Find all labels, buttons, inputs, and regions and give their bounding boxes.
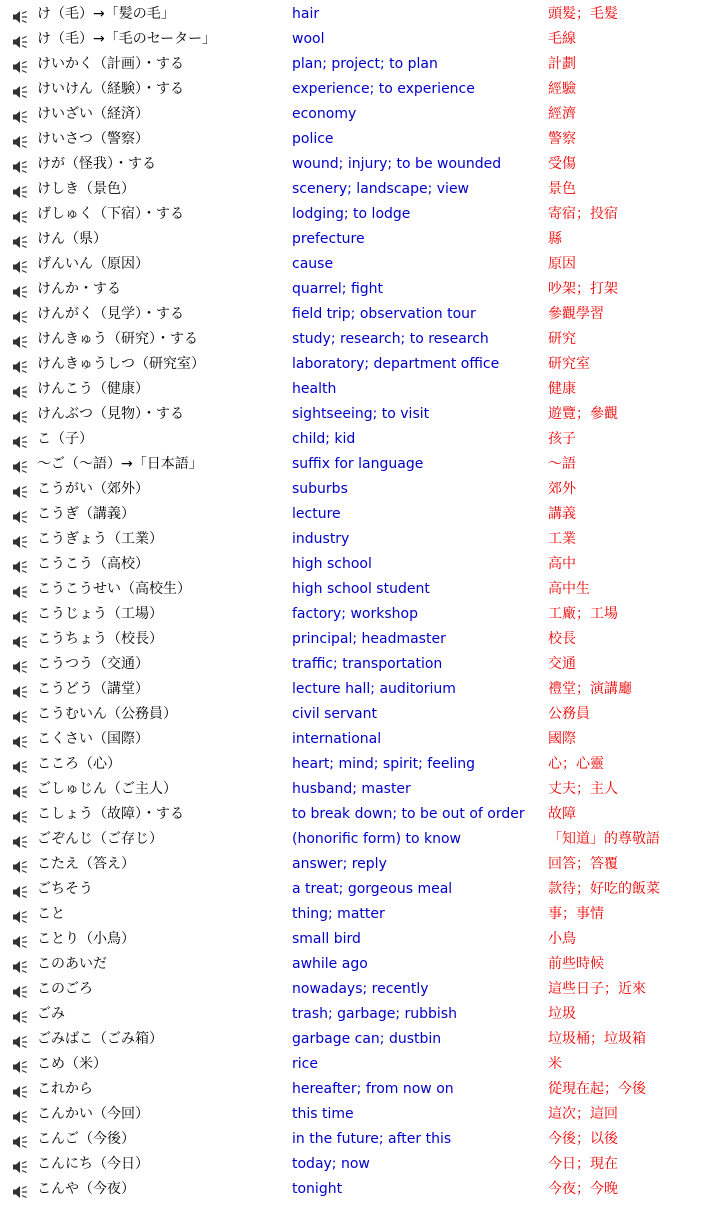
chinese-meaning: 今後；以後 (548, 1131, 618, 1147)
english-meaning: laboratory; department office (292, 356, 500, 372)
vocab-row (0, 652, 720, 677)
vocab-row (0, 377, 720, 402)
chinese-meaning: 警察 (548, 131, 576, 147)
speaker-icon[interactable] (12, 708, 28, 722)
speaker-icon[interactable] (12, 633, 28, 647)
vocab-row (0, 27, 720, 52)
english-meaning: garbage can; dustbin (292, 1031, 442, 1047)
vocab-row (0, 1102, 720, 1127)
speaker-icon[interactable] (12, 1183, 28, 1197)
japanese-word: けんきゅうしつ（研究室） (37, 356, 205, 372)
japanese-word: けんきゅう（研究）・する (37, 331, 198, 347)
japanese-word: こたえ（答え） (37, 856, 135, 872)
english-meaning: industry (292, 531, 350, 547)
vocab-row (0, 902, 720, 927)
vocab-row (0, 1152, 720, 1177)
japanese-word: けが（怪我）・する (37, 156, 156, 172)
english-meaning: lecture (292, 506, 341, 522)
speaker-icon[interactable] (12, 733, 28, 747)
chinese-meaning: 垃圾桶；垃圾箱 (548, 1031, 646, 1047)
vocab-row (0, 1177, 720, 1202)
chinese-meaning: 研究 (548, 331, 576, 347)
vocab-row (0, 302, 720, 327)
chinese-meaning: 郊外 (548, 481, 576, 497)
japanese-word: けんぶつ（見物）・する (37, 406, 184, 422)
speaker-icon[interactable] (12, 958, 28, 972)
vocab-row (0, 77, 720, 102)
english-meaning: study; research; to research (292, 331, 489, 347)
speaker-icon[interactable] (12, 658, 28, 672)
chinese-meaning: 這些日子；近來 (548, 981, 646, 997)
english-meaning: scenery; landscape; view (292, 181, 470, 197)
japanese-word: け（毛）→「毛のセーター」 (37, 31, 217, 47)
english-meaning: small bird (292, 931, 361, 947)
english-meaning: thing; matter (292, 906, 385, 922)
japanese-word: こうどう（講堂） (37, 681, 149, 697)
vocab-row (0, 802, 720, 827)
english-meaning: traffic; transportation (292, 656, 443, 672)
speaker-icon[interactable] (12, 233, 28, 247)
vocab-row (0, 1077, 720, 1102)
english-meaning: husband; master (292, 781, 411, 797)
chinese-meaning: 計劃 (548, 56, 576, 72)
japanese-word: けいかく（計画）・する (37, 56, 184, 72)
english-meaning: rice (292, 1056, 318, 1072)
vocab-row (0, 227, 720, 252)
japanese-word: こんご（今後） (37, 1131, 135, 1147)
english-meaning: a treat; gorgeous meal (292, 881, 453, 897)
speaker-icon[interactable] (12, 1158, 28, 1172)
chinese-meaning: ～語 (548, 456, 576, 472)
speaker-icon[interactable] (12, 783, 28, 797)
english-meaning: field trip; observation tour (292, 306, 476, 322)
japanese-word: こころ（心） (37, 756, 121, 772)
speaker-icon[interactable] (12, 433, 28, 447)
speaker-icon[interactable] (12, 1008, 28, 1022)
vocab-row (0, 827, 720, 852)
vocab-row (0, 327, 720, 352)
vocab-row (0, 977, 720, 1002)
chinese-meaning: 孩子 (548, 431, 576, 447)
japanese-word: これから (37, 1081, 93, 1097)
chinese-meaning: 垃圾 (548, 1006, 576, 1022)
japanese-word: ～ご（～語）→「日本語」 (37, 456, 203, 472)
speaker-icon[interactable] (12, 483, 28, 497)
chinese-meaning: 前些時候 (548, 956, 604, 972)
chinese-meaning: 受傷 (548, 156, 576, 172)
chinese-meaning: 交通 (548, 656, 576, 672)
speaker-icon[interactable] (12, 308, 28, 322)
speaker-icon[interactable] (12, 408, 28, 422)
chinese-meaning: 款待；好吃的飯菜 (548, 881, 660, 897)
japanese-word: げんいん（原因） (37, 256, 149, 272)
vocab-row (0, 452, 720, 477)
japanese-word: こ（子） (37, 431, 93, 447)
japanese-word: こうこうせい（高校生） (37, 581, 191, 597)
vocab-row (0, 777, 720, 802)
vocab-row (0, 927, 720, 952)
japanese-word: こうがい（郊外） (37, 481, 149, 497)
chinese-meaning: 從現在起；今後 (548, 1081, 646, 1097)
chinese-meaning: 參觀學習 (548, 306, 604, 322)
speaker-icon[interactable] (12, 283, 28, 297)
speaker-icon[interactable] (12, 858, 28, 872)
speaker-icon[interactable] (12, 883, 28, 897)
vocab-row (0, 352, 720, 377)
chinese-meaning: 健康 (548, 381, 576, 397)
speaker-icon[interactable] (12, 108, 28, 122)
english-meaning: suburbs (292, 481, 348, 497)
vocab-row (0, 1052, 720, 1077)
speaker-icon[interactable] (12, 133, 28, 147)
japanese-word: けんがく（見学）・する (37, 306, 184, 322)
speaker-icon[interactable] (12, 508, 28, 522)
chinese-meaning: 「知道」的尊敬語 (548, 831, 660, 847)
japanese-word: こうこう（高校） (37, 556, 149, 572)
chinese-meaning: 國際 (548, 731, 576, 747)
english-meaning: police (292, 131, 334, 147)
speaker-icon[interactable] (12, 808, 28, 822)
chinese-meaning: 禮堂；演講廳 (548, 681, 632, 697)
english-meaning: quarrel; fight (292, 281, 384, 297)
speaker-icon[interactable] (12, 208, 28, 222)
speaker-icon[interactable] (12, 908, 28, 922)
chinese-meaning: 研究室 (548, 356, 590, 372)
speaker-icon[interactable] (12, 58, 28, 72)
english-meaning: plan; project; to plan (292, 56, 438, 72)
vocab-row (0, 852, 720, 877)
vocab-row (0, 52, 720, 77)
japanese-word: こんや（今夜） (37, 1181, 135, 1197)
chinese-meaning: 吵架；打架 (548, 281, 618, 297)
english-meaning: prefecture (292, 231, 365, 247)
speaker-icon[interactable] (12, 758, 28, 772)
vocab-row (0, 177, 720, 202)
japanese-word: け（毛）→「髪の毛」 (37, 6, 175, 22)
chinese-meaning: 今夜；今晚 (548, 1181, 618, 1197)
chinese-meaning: 遊覽；參觀 (548, 406, 618, 422)
japanese-word: こうむいん（公務員） (37, 706, 177, 722)
japanese-word: こしょう（故障）・する (37, 806, 184, 822)
japanese-word: ごしゅじん（ご主人） (37, 781, 177, 797)
vocab-row (0, 752, 720, 777)
english-meaning: today; now (292, 1156, 370, 1172)
chinese-meaning: 米 (548, 1056, 562, 1072)
japanese-word: こくさい（国際） (37, 731, 149, 747)
english-meaning: hair (292, 6, 320, 22)
english-meaning: suffix for language (292, 456, 424, 472)
speaker-icon[interactable] (12, 1108, 28, 1122)
japanese-word: こめ（米） (37, 1056, 107, 1072)
speaker-icon[interactable] (12, 608, 28, 622)
chinese-meaning: 經驗 (548, 81, 576, 97)
english-meaning: health (292, 381, 337, 397)
vocab-row (0, 277, 720, 302)
japanese-word: こと (37, 906, 65, 922)
english-meaning: heart; mind; spirit; feeling (292, 756, 475, 772)
chinese-meaning: 高中 (548, 556, 576, 572)
vocab-row (0, 952, 720, 977)
english-meaning: awhile ago (292, 956, 368, 972)
english-meaning: hereafter; from now on (292, 1081, 454, 1097)
speaker-icon[interactable] (12, 1083, 28, 1097)
speaker-icon[interactable] (12, 158, 28, 172)
english-meaning: to break down; to be out of order (292, 806, 525, 822)
vocab-row (0, 102, 720, 127)
chinese-meaning: 故障 (548, 806, 576, 822)
vocab-row (0, 602, 720, 627)
english-meaning: high school student (292, 581, 430, 597)
chinese-meaning: 寄宿；投宿 (548, 206, 618, 222)
english-meaning: nowadays; recently (292, 981, 429, 997)
chinese-meaning: 原因 (548, 256, 576, 272)
japanese-word: けいざい（経済） (37, 106, 149, 122)
japanese-word: こうぎ（講義） (37, 506, 135, 522)
english-meaning: answer; reply (292, 856, 387, 872)
japanese-word: ごみ (37, 1006, 65, 1022)
vocab-row (0, 727, 720, 752)
vocab-row (0, 552, 720, 577)
english-meaning: wool (292, 31, 325, 47)
speaker-icon[interactable] (12, 533, 28, 547)
english-meaning: civil servant (292, 706, 377, 722)
speaker-icon[interactable] (12, 933, 28, 947)
english-meaning: high school (292, 556, 372, 572)
english-meaning: cause (292, 256, 334, 272)
vocab-row (0, 627, 720, 652)
vocab-row (0, 1127, 720, 1152)
vocab-row (0, 577, 720, 602)
vocab-row (0, 2, 720, 27)
japanese-word: こんにち（今日） (37, 1156, 149, 1172)
japanese-word: げしゅく（下宿）・する (37, 206, 184, 222)
english-meaning: sightseeing; to visit (292, 406, 430, 422)
japanese-word: ことり（小鳥） (37, 931, 135, 947)
english-meaning: economy (292, 106, 357, 122)
vocab-row (0, 1027, 720, 1052)
chinese-meaning: 丈夫；主人 (548, 781, 618, 797)
vocabulary-table (0, 2, 720, 1202)
japanese-word: こうちょう（校長） (37, 631, 163, 647)
japanese-word: ごぞんじ（ご存じ） (37, 831, 163, 847)
english-meaning: lodging; to lodge (292, 206, 411, 222)
japanese-word: ごみばこ（ごみ箱） (37, 1031, 163, 1047)
speaker-icon[interactable] (12, 383, 28, 397)
japanese-word: このあいだ (37, 956, 107, 972)
english-meaning: factory; workshop (292, 606, 418, 622)
chinese-meaning: 講義 (548, 506, 576, 522)
japanese-word: けんか・する (37, 281, 121, 297)
speaker-icon[interactable] (12, 83, 28, 97)
japanese-word: こうじょう（工場） (37, 606, 163, 622)
vocab-row (0, 427, 720, 452)
chinese-meaning: 經濟 (548, 106, 576, 122)
chinese-meaning: 事；事情 (548, 906, 604, 922)
chinese-meaning: 小鳥 (548, 931, 576, 947)
vocab-row (0, 127, 720, 152)
english-meaning: wound; injury; to be wounded (292, 156, 502, 172)
japanese-word: けんこう（健康） (37, 381, 149, 397)
chinese-meaning: 今日；現在 (548, 1156, 618, 1172)
english-meaning: trash; garbage; rubbish (292, 1006, 457, 1022)
english-meaning: tonight (292, 1181, 343, 1197)
english-meaning: principal; headmaster (292, 631, 446, 647)
japanese-word: ごちそう (37, 881, 93, 897)
chinese-meaning: 頭髮；毛髮 (548, 6, 618, 22)
vocab-row (0, 702, 720, 727)
vocab-row (0, 877, 720, 902)
vocab-row (0, 1002, 720, 1027)
japanese-word: けん（県） (37, 231, 107, 247)
vocab-row (0, 402, 720, 427)
speaker-icon[interactable] (12, 33, 28, 47)
speaker-icon[interactable] (12, 1058, 28, 1072)
chinese-meaning: 縣 (548, 231, 562, 247)
chinese-meaning: 心；心靈 (548, 756, 604, 772)
speaker-icon[interactable] (12, 833, 28, 847)
vocab-row (0, 252, 720, 277)
speaker-icon[interactable] (12, 558, 28, 572)
japanese-word: けいさつ（警察） (37, 131, 149, 147)
vocab-row (0, 527, 720, 552)
japanese-word: こんかい（今回） (37, 1106, 149, 1122)
english-meaning: (honorific form) to know (292, 831, 462, 847)
english-meaning: international (292, 731, 382, 747)
japanese-word: このごろ (37, 981, 93, 997)
chinese-meaning: 校長 (548, 631, 576, 647)
english-meaning: this time (292, 1106, 354, 1122)
japanese-word: こうつう（交通） (37, 656, 149, 672)
speaker-icon[interactable] (12, 333, 28, 347)
speaker-icon[interactable] (12, 458, 28, 472)
japanese-word: けいけん（経験）・する (37, 81, 184, 97)
chinese-meaning: 高中生 (548, 581, 590, 597)
speaker-icon[interactable] (12, 1033, 28, 1047)
chinese-meaning: 回答；答覆 (548, 856, 618, 872)
chinese-meaning: 公務員 (548, 706, 590, 722)
vocab-row (0, 202, 720, 227)
english-meaning: in the future; after this (292, 1131, 452, 1147)
chinese-meaning: 毛線 (548, 31, 576, 47)
vocab-row (0, 477, 720, 502)
chinese-meaning: 這次；這回 (548, 1106, 618, 1122)
chinese-meaning: 景色 (548, 181, 576, 197)
speaker-icon[interactable] (12, 683, 28, 697)
english-meaning: experience; to experience (292, 81, 475, 97)
vocab-row (0, 502, 720, 527)
speaker-icon[interactable] (12, 8, 28, 22)
english-meaning: lecture hall; auditorium (292, 681, 456, 697)
chinese-meaning: 工業 (548, 531, 576, 547)
speaker-icon[interactable] (12, 358, 28, 372)
speaker-icon[interactable] (12, 1133, 28, 1147)
japanese-word: こうぎょう（工業） (37, 531, 163, 547)
japanese-word: けしき（景色） (37, 181, 135, 197)
vocab-row (0, 677, 720, 702)
speaker-icon[interactable] (12, 183, 28, 197)
english-meaning: child; kid (292, 431, 356, 447)
speaker-icon[interactable] (12, 258, 28, 272)
speaker-icon[interactable] (12, 983, 28, 997)
speaker-icon[interactable] (12, 583, 28, 597)
vocab-row (0, 152, 720, 177)
chinese-meaning: 工廠；工場 (548, 606, 618, 622)
